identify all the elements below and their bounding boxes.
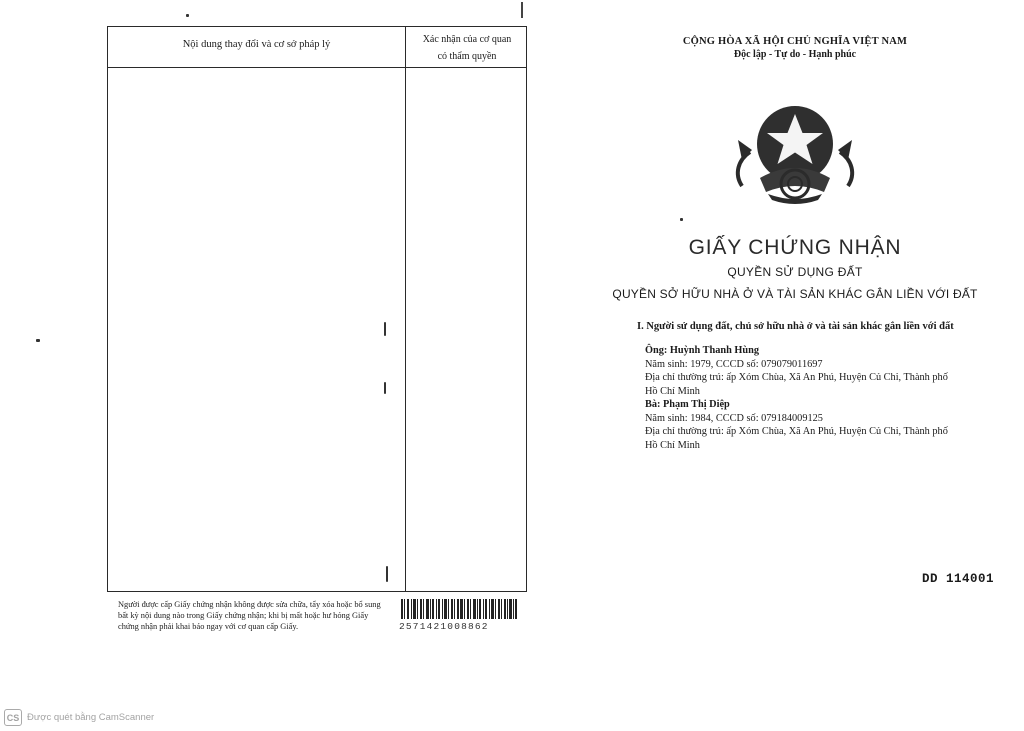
national-motto: Độc lập - Tự do - Hạnh phúc	[733, 49, 857, 60]
certificate-serial-number: DD 114001	[922, 572, 995, 586]
camscanner-watermark	[4, 709, 154, 726]
owners-list	[645, 344, 1005, 452]
barcode	[401, 599, 517, 619]
owner-name: Ông: Huỳnh Thanh Hùng	[645, 345, 759, 356]
scan-speck	[384, 322, 386, 336]
owner-birth-id: Năm sinh: 1984, CCCD số: 079184009125	[645, 412, 823, 424]
issuance-notice: Người được cấp Giấy chứng nhận không được sửa chữa, tẩy xóa hoặc bổ sung bất kỳ nội dung nào trong Giấy chứng nhận; khi bị mất hoặc hư hỏng Giấy chứng nhận phải khai báo ngay với cơ quan cấp Giấy.	[118, 600, 381, 631]
scan-speck	[384, 382, 386, 394]
section-1-heading: I. Người sử dụng đất, chủ sở hữu nhà ở và tài sản khác gắn liền với đất	[637, 321, 954, 332]
amendment-table-header	[108, 27, 526, 68]
col-confirmation-header-line2: có thẩm quyền	[437, 51, 497, 62]
owner-entry	[645, 344, 1005, 398]
owner-address-line1: Địa chỉ thường trú: ấp Xóm Chùa, Xã An Phú, Huyện Củ Chi, Thành phố	[645, 372, 948, 383]
camscanner-watermark-text: Được quét bằng CamScanner	[27, 712, 155, 723]
certificate-subtitle-ownership: QUYỀN SỞ HỮU NHÀ Ở VÀ TÀI SẢN KHÁC GẮN LIỀN VỚI ĐẤT	[612, 287, 978, 301]
scan-speck	[386, 566, 388, 582]
scan-speck	[36, 339, 40, 342]
barcode-number: 2571421008862	[399, 621, 489, 632]
scan-speck	[186, 14, 189, 17]
owner-entry	[645, 398, 1005, 452]
republic-heading: CỘNG HÒA XÃ HỘI CHỦ NGHĨA VIỆT NAM	[682, 36, 908, 47]
col-confirmation-header-line1: Xác nhận của cơ quan	[422, 34, 512, 45]
column-divider	[405, 27, 406, 591]
col-confirmation-header	[408, 31, 526, 65]
national-emblem-icon	[732, 100, 858, 208]
owner-address-line2: Hồ Chí Minh	[645, 385, 700, 397]
amendment-table	[107, 26, 527, 592]
page-edge-mark	[521, 2, 523, 18]
certificate-title: GIẤY CHỨNG NHẬN	[688, 236, 902, 259]
owner-birth-id: Năm sinh: 1979, CCCD số: 079079011697	[645, 358, 823, 370]
owner-name: Bà: Phạm Thị Diệp	[645, 399, 730, 410]
scan-speck	[680, 218, 683, 221]
camscanner-logo-icon: CS	[4, 709, 22, 726]
certificate-subtitle-land-use: QUYỀN SỬ DỤNG ĐẤT	[727, 265, 863, 279]
owner-address-line2: Hồ Chí Minh	[645, 439, 700, 451]
owner-address-line1: Địa chỉ thường trú: ấp Xóm Chùa, Xã An Phú, Huyện Củ Chi, Thành phố	[645, 426, 948, 437]
col-changes-header: Nội dung thay đổi và cơ sở pháp lý	[182, 39, 331, 50]
